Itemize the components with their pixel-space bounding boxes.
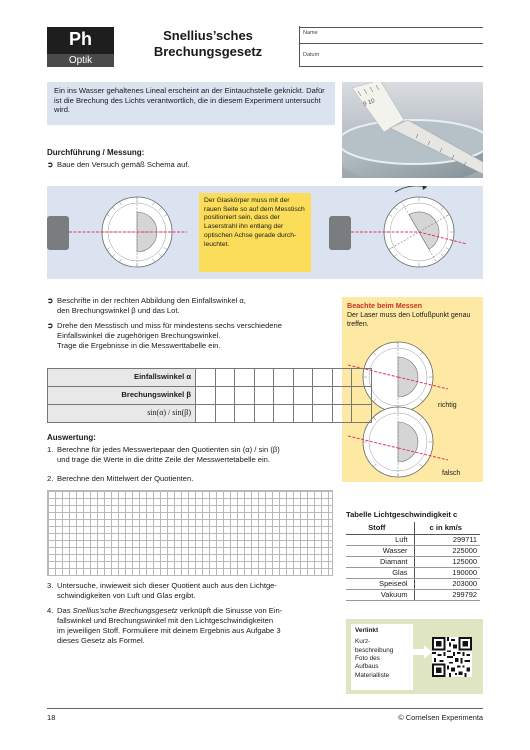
procedure-step-2: ➲ Beschrifte in der rechten Abbildung den Einfallswinkel α, den Brechungswinkel β und das Lot. [47,296,246,315]
table-row: Diamant 125000 [346,557,480,568]
copyright: © Cornelsen Experimenta [398,713,483,722]
date-field[interactable] [300,50,483,67]
hint-text: Der Laser muss den Lotfußpunkt genau treffen. [347,312,471,328]
table-row: Wasser 225000 [346,546,480,557]
evaluation-item-1: 1. Berechne für jedes Messwertepaar den Quotienten sin (α) / sin (β) und trage die Werte in die dritte Zeile der Messwertetabelle ein. [47,445,280,464]
qr-code-icon[interactable] [432,637,472,677]
topic-label: Optik [47,54,114,67]
subject-badge [47,27,114,67]
measurement-table [47,368,372,423]
date-label: Datum [303,52,320,58]
table-row: Luft 299711 [346,535,480,546]
page-number: 18 [47,713,56,722]
name-field[interactable] [300,27,483,44]
label-correct: richtig [438,402,457,409]
svg-text:9 10: 9 10 [362,98,376,108]
table-row: Glas 190000 [346,568,480,579]
table-row [48,369,372,387]
evaluation-heading: Auswertung: [47,433,96,442]
procedure-heading: Durchführung / Messung: [47,148,145,157]
speed-table-title: Tabelle Lichtgeschwindigkeit c [346,510,458,519]
ruler-in-water-photo [342,82,483,178]
evaluation-item-2: 2. Berechne den Mittelwert der Quotienten. [47,474,194,483]
table-row: Vakuum 299792 [346,590,480,601]
table-row [48,387,372,405]
page-title-line2: Brechungsgesetz [153,43,263,59]
calculation-grid[interactable] [47,490,333,576]
row-label-incidence: Einfallswinkel α [48,369,196,387]
intro-text: Ein ins Wasser gehaltenes Lineal erscheint an der Eintauchstelle geknickt. Dafür ist die Brechung des Lichts verantwortlich, die in diesem Experiment untersucht wird. [54,86,325,115]
setup-note [199,193,311,272]
intro-box [47,82,335,125]
page-title [122,28,294,60]
row-label-refraction: Brechungswinkel β [48,387,196,405]
linked-resources-list: Verlinkt Kurz- beschreibung Foto des Aufbaus Materialliste [351,624,413,690]
setup-note-text: Der Glaskörper muss mit der rauen Seite so auf dem Messtisch positioniert sein, dass der Laserstrahl ihn entlang der optischen Achse gerade durch-leuchtet. [204,197,305,248]
footer-rule [47,708,483,709]
arrow-icon: ➲ [47,160,54,169]
hint-title: Beachte beim Messen [347,301,423,310]
subject-label: Ph [68,29,92,49]
table-header-row: Stoff c in km/s [346,522,480,535]
procedure-step-1: ➲ Baue den Versuch gemäß Schema auf. [47,160,190,169]
arrow-icon: ➲ [47,321,54,330]
evaluation-item-4: 4. Das Snellius’sche Brechungsgesetz verknüpft die Sinusse von Ein- fallswinkel und Brechungswinkel mit den Lichtgeschwindigkeiten im jeweiligen Stoff. Formuliere mit deinem Ergebnis aus Aufgabe 3 dieses Gesetz als Formel. [47,606,283,645]
linked-resources-box [346,619,483,694]
table-row: Speiseöl 203000 [346,579,480,590]
evaluation-item-3: 3. Untersuche, inwieweit sich dieser Quotient auch aus den Lichtge- schwindigkeiten von Luft und Glas ergibt. [47,581,277,600]
speed-of-light-table [346,522,480,601]
linked-title: Verlinkt [355,627,379,634]
arrow-icon: ➲ [47,296,54,305]
name-label: Name [303,30,318,36]
table-row [48,405,372,423]
label-wrong: falsch [442,470,461,477]
page-title-line1: Snellius’sches [163,28,253,43]
procedure-step-3: ➲ Drehe den Messtisch und miss für mindestens sechs verschiedene Einfallswinkel die zugehörigen Brechungswinkel. Trage die Ergebnisse in die Messwerttabelle ein. [47,321,282,350]
row-label-quotient: sin(α) / sin(β) [48,405,196,423]
